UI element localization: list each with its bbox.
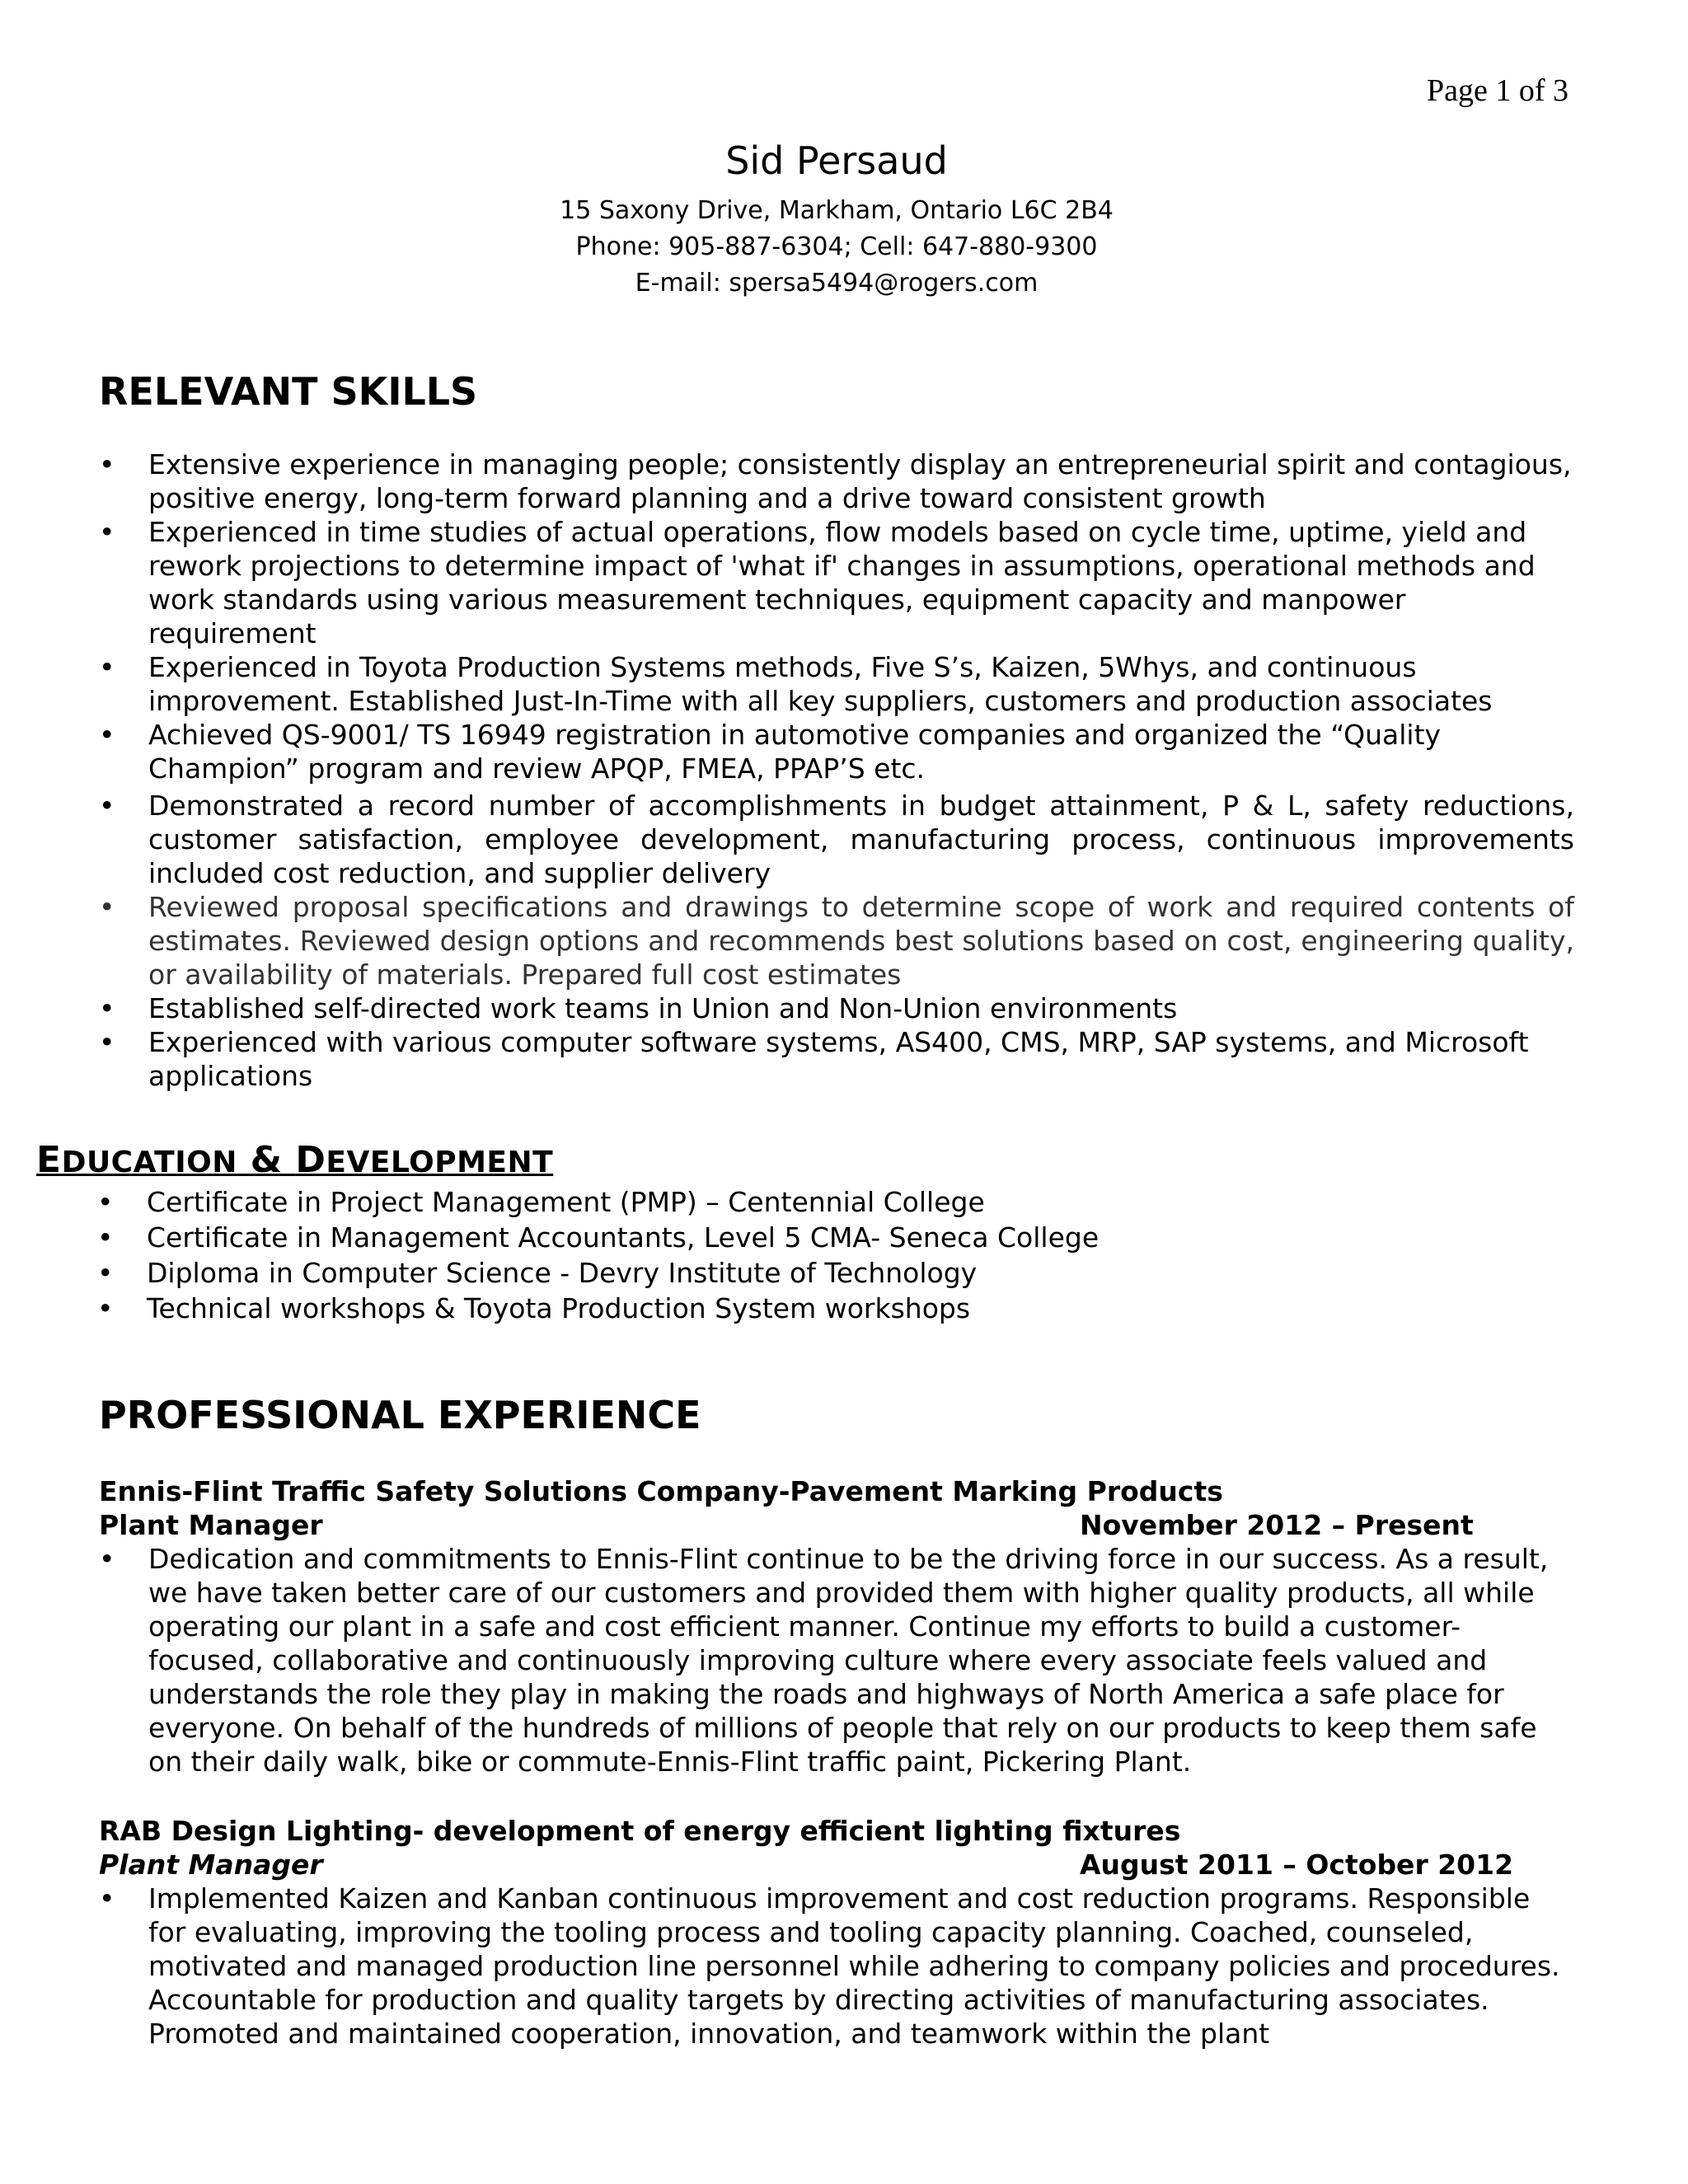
job-duties bbox=[99, 1882, 1574, 2050]
company-name: Ennis-Flint Traffic Safety Solutions Company-Pavement Marking Products bbox=[99, 1475, 1223, 1507]
job-title-line bbox=[99, 1508, 1574, 1542]
job-title-line bbox=[99, 1848, 1574, 1882]
list-item: • Established self-directed work teams in Union and Non-Union environments bbox=[99, 991, 1574, 1025]
skills-heading: RELEVANT SKILLS bbox=[99, 369, 478, 414]
job-dates: August 2011 – October 2012 bbox=[1080, 1849, 1514, 1881]
list-item: • Certificate in Management Accountants, Level 5 CMA- Seneca College bbox=[97, 1220, 1251, 1255]
list-item: • Achieved QS-9001/ TS 16949 registration in automotive companies and organized the “Quality Champion” program and review APQP, FMEA, PPAP’S etc. bbox=[99, 718, 1574, 785]
job-duties bbox=[99, 1542, 1574, 1779]
page-number: Page 1 of 3 bbox=[1426, 73, 1568, 108]
list-item: • Reviewed proposal specifications and drawings to determine scope of work and required contents of estimates. Reviewed design options and recommends best solutions based on cost, engineering quality, or availability of materials. Prepared full cost estimates bbox=[99, 890, 1574, 991]
list-item: • Extensive experience in managing people; consistently display an entrepreneurial spirit and contagious, positive energy, long-term forward planning and a drive toward consistent growth bbox=[99, 448, 1574, 515]
list-item: • Experienced in Toyota Production Systems methods, Five S’s, Kaizen, 5Whys, and continuous improvement. Established Just-In-Time with all key suppliers, customers and production associates bbox=[99, 650, 1574, 718]
list-item: • Experienced with various computer software systems, AS400, CMS, MRP, SAP systems, and Microsoft applications bbox=[99, 1025, 1574, 1093]
job-title: Plant Manager bbox=[99, 1849, 323, 1881]
list-item: • Implemented Kaizen and Kanban continuous improvement and cost reduction programs. Responsible for evaluating, improving the tooling process and tooling capacity planning. Coached, counseled, motivated and managed production line personnel while adhering to company policies and procedures. Accountable for production and quality targets by directing activities of manufacturing associates. Promoted and maintained cooperation, innovation, and teamwork within the plant bbox=[99, 1882, 1574, 2050]
candidate-name: Sid Persaud bbox=[725, 138, 948, 183]
education-heading: EDUCATION & DEVELOPMENT bbox=[36, 1139, 554, 1181]
address-line: 15 Saxony Drive, Markham, Ontario L6C 2B4 bbox=[560, 196, 1114, 225]
list-item: • Experienced in time studies of actual operations, flow models based on cycle time, uptime, yield and rework projections to determine impact of 'what if' changes in assumptions, operational methods and work standards using various measurement techniques, equipment capacity and manpower requirement bbox=[99, 515, 1574, 650]
job-title: Plant Manager bbox=[99, 1509, 323, 1541]
skills-list bbox=[99, 448, 1574, 1093]
job-dates: November 2012 – Present bbox=[1080, 1509, 1474, 1541]
list-item: • Demonstrated a record number of accomplishments in budget attainment, P & L, safety reductions, customer satisfaction, employee development, manufacturing process, continuous improvements included cost reduction, and supplier delivery bbox=[99, 789, 1574, 890]
job-entry bbox=[99, 1814, 1574, 2050]
education-list bbox=[97, 1184, 1251, 1326]
list-item: • Dedication and commitments to Ennis-Flint continue to be the driving force in our success. As a result, we have taken better care of our customers and provided them with higher quality products, all while operating our plant in a safe and cost efficient manner. Continue my efforts to build a customer-focused, collaborative and continuously improving culture where every associate feels valued and understands the role they play in making the roads and highways of North America a safe place for everyone. On behalf of the hundreds of millions of people that rely on our products to keep them safe on their daily walk, bike or commute-Ennis-Flint traffic paint, Pickering Plant. bbox=[99, 1542, 1574, 1779]
list-item: • Diploma in Computer Science - Devry Institute of Technology bbox=[97, 1255, 1251, 1291]
experience-heading: PROFESSIONAL EXPERIENCE bbox=[99, 1393, 701, 1437]
list-item: • Certificate in Project Management (PMP) – Centennial College bbox=[97, 1184, 1251, 1220]
phone-line: Phone: 905-887-6304; Cell: 647-880-9300 bbox=[575, 232, 1098, 261]
list-item: • Technical workshops & Toyota Production System workshops bbox=[97, 1291, 1251, 1326]
contact-header bbox=[0, 138, 1673, 302]
email-line: E-mail: spersa5494@rogers.com bbox=[635, 269, 1039, 298]
job-entry bbox=[99, 1474, 1574, 1779]
company-name: RAB Design Lighting- development of energy efficient lighting fixtures bbox=[99, 1815, 1181, 1847]
